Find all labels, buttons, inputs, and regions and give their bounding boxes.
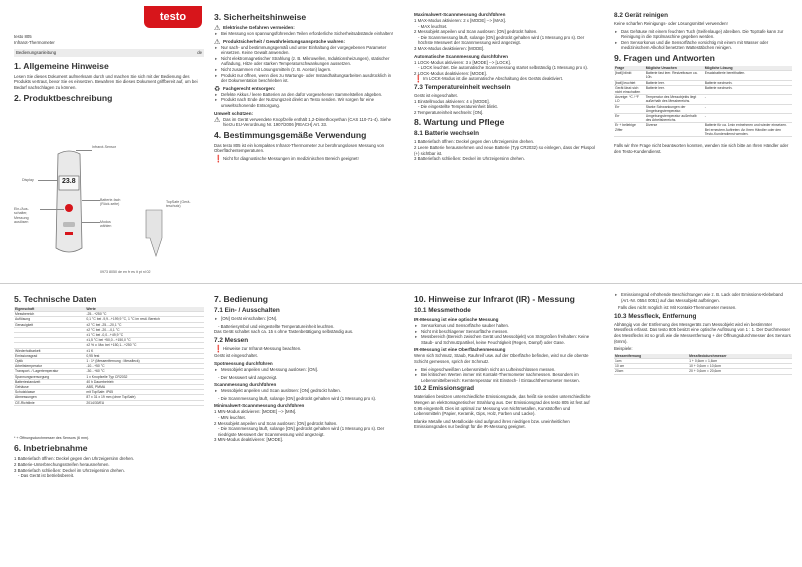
lang-label: de [197, 50, 202, 56]
table-cell: 10 cm [614, 364, 688, 369]
inbe-step: 3 Batteriefach schließen: Deckel im Uhrzeigersinn drehen. [14, 467, 125, 473]
fold-line [0, 283, 802, 284]
callout-sensor: Infrarot-Sensor [92, 145, 116, 149]
warning-electrical-title: Elektrische Gefahren vermeiden: [223, 25, 295, 30]
lock-step: 2 LOCK-Modus deaktivieren: [MODE]. [414, 70, 487, 76]
lock-step: 1 LOCK-Modus aktivieren: 3 x [MODE] --> [LOCK]. [414, 59, 511, 65]
table-cell: mit TopSafe: IP65 [85, 390, 204, 395]
col-spot [614, 292, 792, 375]
table-cell: 20 + 0,6cm = 20,6cm [688, 369, 792, 374]
table-cell: 87 x 31 x 19 mm (ohne TopSafe) [85, 395, 204, 400]
table-cell: Messbereich [14, 312, 85, 317]
col-measure [414, 10, 596, 162]
table-cell: 1 : 1* (Messentfernung : Messfleck) [85, 359, 204, 364]
table-cell: Wiederholbarkeit [14, 348, 85, 353]
list-item: ▸ Messobjekt anpeilen und Messung auslösen: [ON]. [221, 367, 396, 373]
disposal-title: Fachgerecht entsorgen: [223, 85, 276, 91]
list-item: ▸ Nicht zusammen mit Lösungsmitteln (z. B. Aceton) lagern. [221, 67, 396, 73]
table-cell: - [704, 95, 792, 104]
table-cell: 1cm [614, 358, 688, 363]
table-cell: 0,95 fest [85, 353, 204, 358]
heading-ein-aus: 7.1 Ein- / Ausschalten [214, 307, 280, 314]
lock-note-text: Im LOCK-Modus ist die automatische Abschaltung des Geräts deaktiviert. [423, 76, 563, 82]
info-icon: ❗ [214, 345, 223, 353]
col-techdata [14, 292, 204, 479]
lock-step: - LOCK leuchtet. Die automatische Scannmessung startet selbständig (1 Messung pro s). [418, 65, 589, 71]
allgemein-text: Lesen Sie dieses Dokument aufmerksam durch und machen Sie sich mit der Bedienung des Produkts vertraut, bevor Sie es einsetzen. Bewahren Sie dieses Dokument griffbereit auf, um bei Bedarf nachschlagen zu können. [14, 73, 198, 90]
max-step: 3 MAX-Modus deaktivieren: [MODE]. [414, 45, 485, 51]
table-cell: Umgebungstemperatur außerhalb des Arbeitsbereichs. [645, 114, 704, 123]
table-cell: 1 x Knopfzelle Typ CR2032 [85, 374, 204, 379]
inbe-step: 1 Batteriefach öffnen: Deckel gegen den Uhrzeigersinn drehen. [14, 456, 135, 462]
callout-battery: Batterie-fach (Rück-seite) [100, 198, 121, 207]
list-item: ▸ Den Sensorkonus und die Sensorfläche vorsichtig mit einem mit Wasser oder medizinischem Alkohol benetzten Wattestäbchen reinigen. [621, 40, 792, 51]
heading-batterie: 8.1 Batterie wechseln [414, 130, 480, 138]
reinigen-text: Keine scharfen Reinigungs- oder Lösungsmittel verwenden! [614, 21, 728, 26]
testo-logo: testo [144, 6, 202, 28]
table-cell: Err [614, 114, 645, 123]
ein-list [214, 316, 396, 322]
table-cell: [batt] leuchtet [614, 80, 645, 85]
table-cell: Genauigkeit [14, 322, 85, 327]
table-cell: -25...+250 °C [85, 312, 204, 317]
emission-fallback: Falls dies nicht möglich ist: Mit Kontakt-Thermometer messen. [618, 305, 737, 311]
warning-product-list [214, 45, 396, 84]
table-cell: ±2 % v. Mw. bei +150,1...+250 °C [85, 343, 204, 348]
table-cell: ABS, PMMA [85, 385, 204, 390]
table-cell: ±2 °C bei -25...-20,1 °C [85, 322, 204, 327]
min-step: - Die Scannmessung läuft, solange [ON] gedrückt gehalten wird (1 Messung pro s). Der niedrigste Messwert der Scannmessung wird angezeigt. [218, 426, 385, 437]
col-intro [14, 34, 204, 106]
ir-surface-title: IR-Messung ist eine Oberflächenmessung [414, 347, 506, 353]
reinigen-list [614, 29, 792, 51]
environment-info [214, 117, 396, 128]
table-cell: Batterie fast leer. Restzeitraum ca. 10h. [645, 71, 704, 80]
part-number: 0973 8050 de en fr es it pt nl 02 [100, 270, 151, 274]
product-name: testo 805 [14, 34, 32, 39]
table-cell: ±1,5 °C bei +50,0...+150,0 °C [85, 338, 204, 343]
table-row [614, 369, 792, 374]
ir-optical-title: IR-Messung ist eine optische Messung [414, 317, 499, 322]
bestimmung-text: Das testo 805 ist ein kompaktes Infrarot-Thermometer zur berührungslosen Messung von Oberflächentemperaturen. [214, 142, 385, 154]
heading-allgemein: 1. Allgemeine Hinweise [14, 60, 109, 71]
messen-text: Gerät ist eingeschaltet. [214, 353, 258, 359]
table-row [614, 104, 792, 113]
product-subtitle: Infrarot-Thermometer [14, 39, 55, 45]
table-row [14, 400, 204, 405]
table-cell: 40 h Dauerbetrieb [85, 379, 204, 384]
faq-header: Mögliche Ursachen [645, 66, 704, 71]
col-faq [614, 10, 792, 156]
bestimmung-warning-text: Nicht für diagnostische Messungen im medizinischen Bereich geeignet! [223, 155, 359, 161]
warning-icon: ⚠ [214, 25, 221, 32]
tech-table [14, 307, 204, 406]
messfleck-text: Abhängig von der Entfernung des Messgeräts zum Messobjekt wird ein bestimmter Messfleck erfasst. Das testo 805 besitzt eine optische Auflösung von 1 : 1. Der Durchmesser des Messflecks ist so groß wie die Messentfernung + der Öffnungsdurchmesser des Sensors (6mm). [614, 321, 791, 344]
max-step: 1 MAX-Modus aktivieren: 2 x [MODE] --> [MAX]. [414, 18, 507, 23]
table-cell: Batterie wechseln. [704, 80, 792, 85]
table-cell: CE-Richtlinie [14, 400, 85, 405]
scan-result: - Die Scannmessung läuft, solange [ON] gedrückt gehalten wird (1 Messung pro s). [218, 395, 377, 401]
table-cell: Diverse [645, 123, 704, 137]
spot-result: - Der Messwert wird angezeigt. [218, 374, 278, 380]
heading-reinigen: 8.2 Gerät reinigen [614, 12, 668, 19]
max-step: - MAX leuchtet. [418, 23, 448, 29]
faq-header: Frage [614, 66, 645, 71]
heading-faq: 9. Fragen und Antworten [614, 52, 715, 63]
warning-product-title: Produktsicherheit / Gewährleistungsansprüche wahren: [223, 38, 346, 44]
tech-header: Werte [85, 307, 204, 312]
manual-label: Bedienungsanleitung [16, 50, 57, 56]
spot-header: Messentfernung [614, 354, 688, 359]
min-step: 2 Messobjekt anpeilen und Scan auslösen: [ON] gedrückt halten. [214, 420, 338, 426]
environment-title: Umwelt schützen: [214, 110, 254, 116]
table-cell: Gerät lässt sich nicht einschalten [614, 85, 645, 94]
inbe-step: 2 Batterie-Unterbrechungsstreifen herausnehmen. [14, 462, 110, 468]
col-safety [214, 10, 396, 164]
list-item: ▸ Das Gehäuse mit einem feuchten Tuch (Seifenlauge) abreiben. Die TopSafe kann zur Reinigung in die Spülmaschine gegeben werden. [621, 29, 792, 40]
list-item: ▸ Nicht mit beschlagener Sensorfläche messen. [421, 329, 596, 335]
tech-header: Eigenschaft [14, 307, 85, 312]
heading-technik: 5. Technische Daten [14, 294, 97, 304]
table-cell: Arbeitstemperatur [14, 364, 85, 369]
spot-list [214, 367, 396, 373]
table-row [614, 114, 792, 123]
callout-onoff: Ein-/Aus-schalter, Messung auslösen [14, 207, 29, 225]
messen-warning [214, 346, 396, 352]
faq-table [614, 66, 792, 137]
warning-electrical-list [214, 31, 396, 37]
device-display-value: 23.8 [62, 178, 76, 185]
heading-bedienung: 7. Bedienung [214, 294, 268, 304]
table-cell: Transport- / Lagertemperatur [14, 369, 85, 374]
min-step: 3 MIN-Modus deaktivieren: [MODE]. [214, 437, 284, 443]
example-label: Beispiele: [614, 346, 633, 352]
table-row [614, 95, 792, 104]
table-cell: Abmessungen [14, 395, 85, 400]
ein-text: Das Gerät schaltet nach ca. 15 s ohne Tastenbetätigung selbständig aus. [214, 329, 354, 335]
topsafe-illustration [142, 208, 166, 258]
emission-text-2: Blanke Metalle und Metalloxide sind aufgrund ihres niedrigen bzw. uneinheitlichen Emissionsgrades nur bedingt für die IR-Messung geeignet. [414, 418, 570, 430]
table-cell: 0,1 °C bei -9,9...+199,9 °C, 1 °C im restl. Bereich [85, 317, 204, 322]
table-cell: Er + beliebige Ziffer [614, 123, 645, 137]
table-cell: ±2 °C bei -20...-0,1 °C [85, 327, 204, 332]
spot-table [614, 354, 792, 375]
table-row [614, 71, 792, 80]
batt-step: 2 Leere Batterie herausnehmen und neue Batterie (Typ CR2032) so einlegen, dass der Pluspol (+) sichtbar ist. [414, 144, 595, 156]
heading-ir: 10. Hinweise zur Infrarot (IR) - Messung [414, 294, 575, 304]
table-cell: - [704, 104, 792, 113]
warning-icon: ⚠ [214, 38, 221, 46]
ir-surface-list [414, 367, 596, 384]
list-item: ▸ Messbereich (Bereich zwischen Gerät und Messobjekt) von Störgrößen freihalten: Keine Staub- und Schmutzpartikel, keine Feuchtigkeit (Regen, Dampf) oder Gase. [421, 334, 596, 345]
callout-display: Display [22, 178, 34, 182]
table-cell: Batterie leer. [645, 85, 704, 94]
max-step: 2 Messobjekt anpeilen und Scan auslösen: [ON] gedrückt halten. [414, 29, 538, 35]
lock-title: Automatische Scannmessung durchführen [414, 53, 508, 59]
warning-icon: ⚠ [214, 116, 221, 124]
table-cell: 10 + 0,6cm = 10,6cm [688, 364, 792, 369]
manual-bar [14, 49, 204, 57]
table-cell: [batt] blinkt [614, 71, 645, 80]
table-cell: - [704, 114, 792, 123]
table-cell: ±1 K [85, 348, 204, 353]
list-item: ▸ [ON] Gerät einschalten: [ON]. [221, 316, 396, 322]
table-cell: Gehäuse [14, 385, 85, 390]
heading-emission: 10.2 Emissionsgrad [414, 385, 475, 393]
table-cell: Emissionsgrad [14, 353, 85, 358]
table-cell: Starke Schwankungen der Umgebungstemperatur. [645, 104, 704, 113]
table-cell: Batterie leer. [645, 80, 704, 85]
max-title: Maximalwert-Scannmessung durchführen [414, 12, 506, 17]
emission-list [614, 292, 792, 303]
ir-surface-text: Wenn sich Schmutz, Staub, Rauhreif usw. auf der Oberfläche befinden, wird nur die oberste Schicht gemessen, sprich der Schmutz. [414, 353, 589, 364]
table-row [614, 123, 792, 137]
list-item: ▸ Sensorkonus und Sensorfläche sauber halten. [421, 323, 596, 329]
disposal-list [214, 92, 396, 109]
info-icon: ❗ [214, 155, 223, 163]
col-ir [414, 292, 596, 432]
bestimmung-warning [214, 156, 396, 162]
min-step: - MIN leuchtet. [218, 414, 246, 420]
table-cell: Temperatur des Messobjekts liegt außerhalb des Messbereichs. [645, 95, 704, 104]
list-item: ▸ Produkt nur öffnen, wenn dies zu Wartungs- oder Instandhaltungsarbeiten ausdrücklich in der Dokumentation beschrieben ist. [221, 73, 396, 84]
list-item: ▸ Produkt nach Ende der Nutzungszeit direkt an Testo senden. Wir sorgen für eine umweltschonende Entsorgung. [221, 97, 396, 108]
faq-footer: Falls wir Ihre Frage nicht beantworten konnten, wenden Sie sich bitte an Ihren Händler oder den Testo-Kundendienst. [614, 143, 789, 154]
heading-messfleck: 10.3 Messfleck, Entfernung [614, 312, 697, 320]
temp-step: - Die eingestellte Temperatureinheit blinkt. [418, 104, 498, 110]
table-cell: ±1 °C bei -0,0...+49,9 °C [85, 333, 204, 338]
heading-messen: 7.2 Messen [214, 336, 249, 344]
col-operation [214, 292, 396, 443]
heading-produkt: 2. Produktbeschreibung [14, 92, 113, 103]
table-cell: Batterie wechseln. [704, 85, 792, 94]
table-cell: 1 + 0,6cm = 1,6cm [688, 358, 792, 363]
spot-header: Messfleckdurchmesser [688, 354, 792, 359]
max-step: - Die Scannmessung läuft, solange [ON] gedrückt gehalten wird (1 Messung pro s). Der höchste Messwert der Scannmessung wird angezeigt. [418, 34, 585, 46]
table-cell: Err [614, 104, 645, 113]
callout-mode: Modus wählen [100, 220, 112, 229]
min-title: Minimalwert-Scannmessung durchführen [214, 403, 305, 409]
list-item: ▸ Nicht elektromagnetischer Strahlung (z. B. Mikrowellen, Induktionsheizungen), statischer Aufladung, Hitze oder starken Temperaturschwankungen aussetzen. [221, 56, 396, 67]
temp-step: Gerät ist eingeschaltet. [414, 92, 458, 98]
temp-step: 2 Temperatureinheit wechseln: [ON]. [414, 109, 484, 115]
table-cell: Optik [14, 359, 85, 364]
ir-optical-list [414, 323, 596, 345]
table-cell: Schutzklasse [14, 390, 85, 395]
inbe-step: - Das Gerät ist betriebsbereit. [18, 473, 75, 479]
table-cell: Anzeige: ºC / ºF LO [614, 95, 645, 104]
device-illustration [48, 148, 90, 256]
list-item: ▸ Defekte Akkus / leere Batterien an den dafür vorgesehenen Sammelstellen abgeben. [221, 92, 396, 98]
table-row [614, 85, 792, 94]
table-cell: Ersatzbatterie bereithalten. [704, 71, 792, 80]
table-cell: Auflösung [14, 317, 85, 322]
heading-bestimmung: 4. Bestimmungsgemäße Verwendung [214, 129, 367, 140]
table-cell: 2014/30/EU [85, 400, 204, 405]
list-item: ▸ Nur sach- und bestimmungsgemäß und unter Einhaltung der vorgegebenen Parameter einsetzen. Keine Gewalt anwenden. [221, 45, 396, 56]
table-cell: -10...+50 °C [85, 364, 204, 369]
scan-list [214, 388, 396, 394]
table-cell: -30...+60 °C [85, 369, 204, 374]
recycle-icon: ♻ [214, 85, 221, 93]
heading-wartung: 8. Wartung und Pflege [414, 117, 505, 128]
batt-step: 1 Batteriefach öffnen: Deckel gegen den Uhrzeigersinn drehen. [414, 139, 535, 145]
ein-result: - Batteriesymbol und eingestellte Temperatureinheit leuchten. [218, 323, 335, 329]
info-icon: ❗ [414, 76, 423, 84]
emission-text-1: Materialien besitzen unterschiedliche Emissionsgrade, das heißt sie senden unterschiedliche Mengen an elektromagnetischer Strahlung aus. Der Emissionsgrad des testo 805 ist fest auf 0,95 eingestellt. Dies ist optimal zur Messung von Nichtmetallen, Kunststoffen und Lebensmitteln (Papier, Keramik, Gips, Holz, Farben und Lacke). [414, 394, 591, 417]
callout-topsafe: TopSafe (Gerä-teschutz) [166, 200, 191, 209]
heading-inbetrieb: 6. Inbetriebnahme [14, 443, 88, 454]
list-item: ▸ Bei eingeschweißten Lebensmitteln nicht an Lufteinschlüssen messen. [421, 367, 596, 373]
table-cell: Batterie für ca. 1min entnehmen und wieder einsetzen. Bei erneutem Auftreten: An Ihren Händler oder den Testo-Kundendienst wenden. [704, 123, 792, 137]
spot-title: Spotmessung durchführen [214, 360, 273, 366]
heading-sicherheit: 3. Sicherheitshinweise [214, 12, 307, 22]
lock-note [414, 76, 596, 82]
list-item: ▸ Bei kritischen Werten immer mit Kontakt-Thermometer nachmessen. Besonders im Lebensmittelbereich: Kerntemperatur mit Einstech- / Eintauchthermometer messen. [421, 372, 596, 383]
table-cell: Batteriestandzeit [14, 379, 85, 384]
messen-warning-text: Hinweise zur Infrarot-Messung beachten. [223, 345, 302, 351]
list-item: ▸ Bei Messung von spannungsführenden Teilen erforderliche Sicherheitsabstände einhalten! [221, 31, 396, 37]
tech-note: * + Öffnungsdurchmesser des Sensors (6 mm). [14, 435, 90, 440]
faq-header: Mögliche Lösung [704, 66, 792, 71]
list-item: ▸ Messobjekt anpeilen und Scan auslösen: [ON] gedrückt halten. [221, 388, 396, 394]
batt-step: 3 Batteriefach schließen: Deckel im Uhrzeigersinn drehen. [414, 156, 525, 162]
min-step: 1 MIN-Modus aktivieren: [MODE] --> [MIN]. [214, 409, 297, 415]
table-cell: 20cm [614, 369, 688, 374]
table-cell: Spannungsversorgung [14, 374, 85, 379]
list-item: ▸ Emissionsgrad erhöhende Beschichtungen wie z. B. Lack oder Emissions-Klebeband (Art.-Nr. 0554 0051) auf das Messobjekt aufbringen. [621, 292, 792, 303]
heading-methode: 10.1 Messmethode [414, 307, 471, 314]
environment-text: Das im Gerät verwendete Knopfzelle enthält 1,2-Dimethoxyethan (CAS 110-71-4). Siehe hierzu EU-Verordnung Nr. 1907/2006 [REACH] Art. 33. [223, 116, 392, 128]
temp-step: 1 Einstellmodus aktivieren: 4 x [MODE]. [414, 98, 490, 104]
heading-temp-unit: 7.3 Temperatureinheit wechseln [414, 83, 511, 91]
scan-title: Scannmessung durchführen [214, 382, 277, 388]
